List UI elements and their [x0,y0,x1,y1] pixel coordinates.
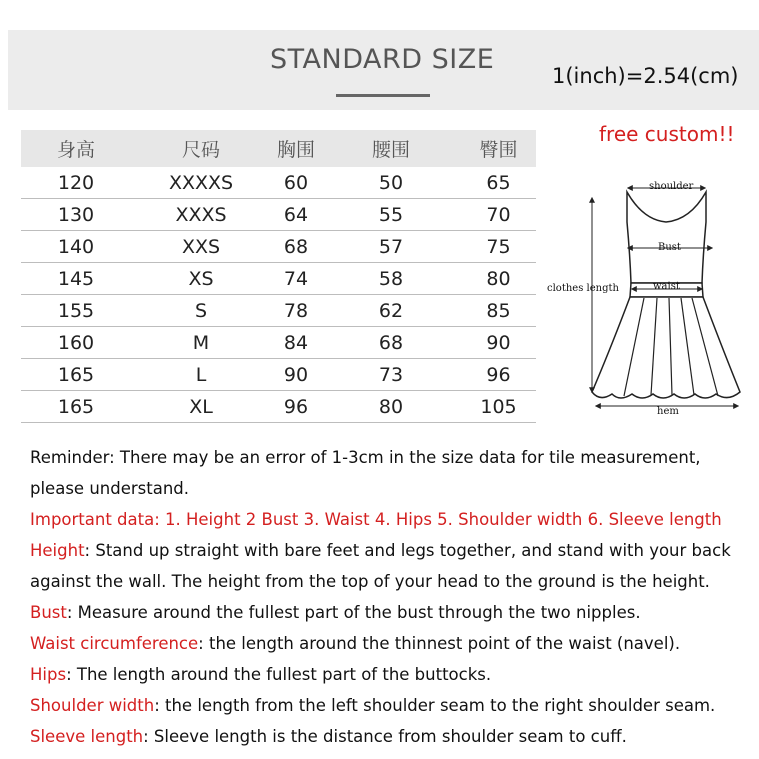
cell-waist: 62 [321,295,461,327]
cell-size: M [131,327,271,359]
page-title: STANDARD SIZE [270,44,495,75]
header-bust: 胸围 [271,130,321,167]
cell-hips: 105 [461,391,536,423]
dress-icon [540,170,755,425]
cell-size: XL [131,391,271,423]
hips-term: Hips [30,665,67,684]
cell-hips: 80 [461,263,536,295]
cell-bust: 90 [271,359,321,391]
hips-note [30,659,750,690]
cell-height: 155 [21,295,131,327]
height-note-continued: against the wall. The height from the top of your head to the ground is the height. [30,572,710,591]
cell-waist: 55 [321,199,461,231]
height-term: Height [30,541,85,560]
sleeve-length-term: Sleeve length [30,727,144,746]
cell-height: 160 [21,327,131,359]
table-row [21,327,536,359]
height-text: : Stand up straight with bare feet and legs together, and stand with your back [84,541,731,560]
cell-bust: 84 [271,327,321,359]
cell-waist: 68 [321,327,461,359]
bust-text: : Measure around the fullest part of the bust through the two nipples. [66,603,641,622]
sleeve-length-text: : Sleeve length is the distance from shoulder seam to cuff. [143,727,627,746]
title-underline [336,94,430,97]
cell-bust: 96 [271,391,321,423]
cell-height: 145 [21,263,131,295]
cell-hips: 65 [461,167,536,199]
free-custom-note: free custom!! [599,122,735,146]
dress-measurement-diagram [540,170,755,425]
table-row [21,391,536,423]
cell-hips: 70 [461,199,536,231]
header-hips: 臀围 [461,130,536,167]
cell-size: XS [131,263,271,295]
cell-waist: 73 [321,359,461,391]
bust-term: Bust [30,603,67,622]
shoulder-width-term: Shoulder width [30,696,155,715]
size-table [21,130,536,423]
clothes-length-label: clothes length [547,283,619,294]
cell-waist: 50 [321,167,461,199]
shoulder-width-note [30,690,750,721]
cell-hips: 75 [461,231,536,263]
waist-note [30,628,750,659]
cell-size: XXXXS [131,167,271,199]
table-header-row [21,130,536,167]
shoulder-label: shoulder [649,181,694,192]
important-data-line: Important data: 1. Height 2 Bust 3. Waist 4. Hips 5. Shoulder width 6. Sleeve length [30,510,722,529]
waist-label: waist [653,281,680,292]
hem-label: hem [657,406,679,417]
cell-bust: 78 [271,295,321,327]
cell-bust: 68 [271,231,321,263]
table-row [21,295,536,327]
unit-conversion: 1(inch)=2.54(cm) [552,64,739,88]
bust-label: Bust [658,242,681,253]
cell-waist: 58 [321,263,461,295]
table-row [21,199,536,231]
cell-bust: 74 [271,263,321,295]
cell-hips: 96 [461,359,536,391]
table-row [21,263,536,295]
cell-height: 165 [21,391,131,423]
cell-size: S [131,295,271,327]
sleeve-length-note [30,721,750,752]
cell-size: XXS [131,231,271,263]
waist-term: Waist circumference [30,634,199,653]
waist-text: : the length around the thinnest point of the waist (navel). [198,634,681,653]
cell-bust: 64 [271,199,321,231]
cell-height: 140 [21,231,131,263]
shoulder-width-text: : the length from the left shoulder seam to the right shoulder seam. [154,696,716,715]
table-row [21,167,536,199]
reminder-line: please understand. [30,479,189,498]
size-notes [30,442,750,752]
reminder-line: Reminder: There may be an error of 1-3cm in the size data for tile measurement, [30,448,701,467]
table-row [21,359,536,391]
cell-height: 120 [21,167,131,199]
cell-hips: 85 [461,295,536,327]
cell-height: 165 [21,359,131,391]
cell-hips: 90 [461,327,536,359]
cell-size: L [131,359,271,391]
cell-bust: 60 [271,167,321,199]
bust-note [30,597,750,628]
cell-waist: 80 [321,391,461,423]
cell-waist: 57 [321,231,461,263]
height-note [30,535,750,566]
hips-text: : The length around the fullest part of the buttocks. [66,665,492,684]
header-waist: 腰围 [321,130,461,167]
table-row [21,231,536,263]
cell-height: 130 [21,199,131,231]
header-height: 身高 [21,130,131,167]
cell-size: XXXS [131,199,271,231]
header-size: 尺码 [131,130,271,167]
